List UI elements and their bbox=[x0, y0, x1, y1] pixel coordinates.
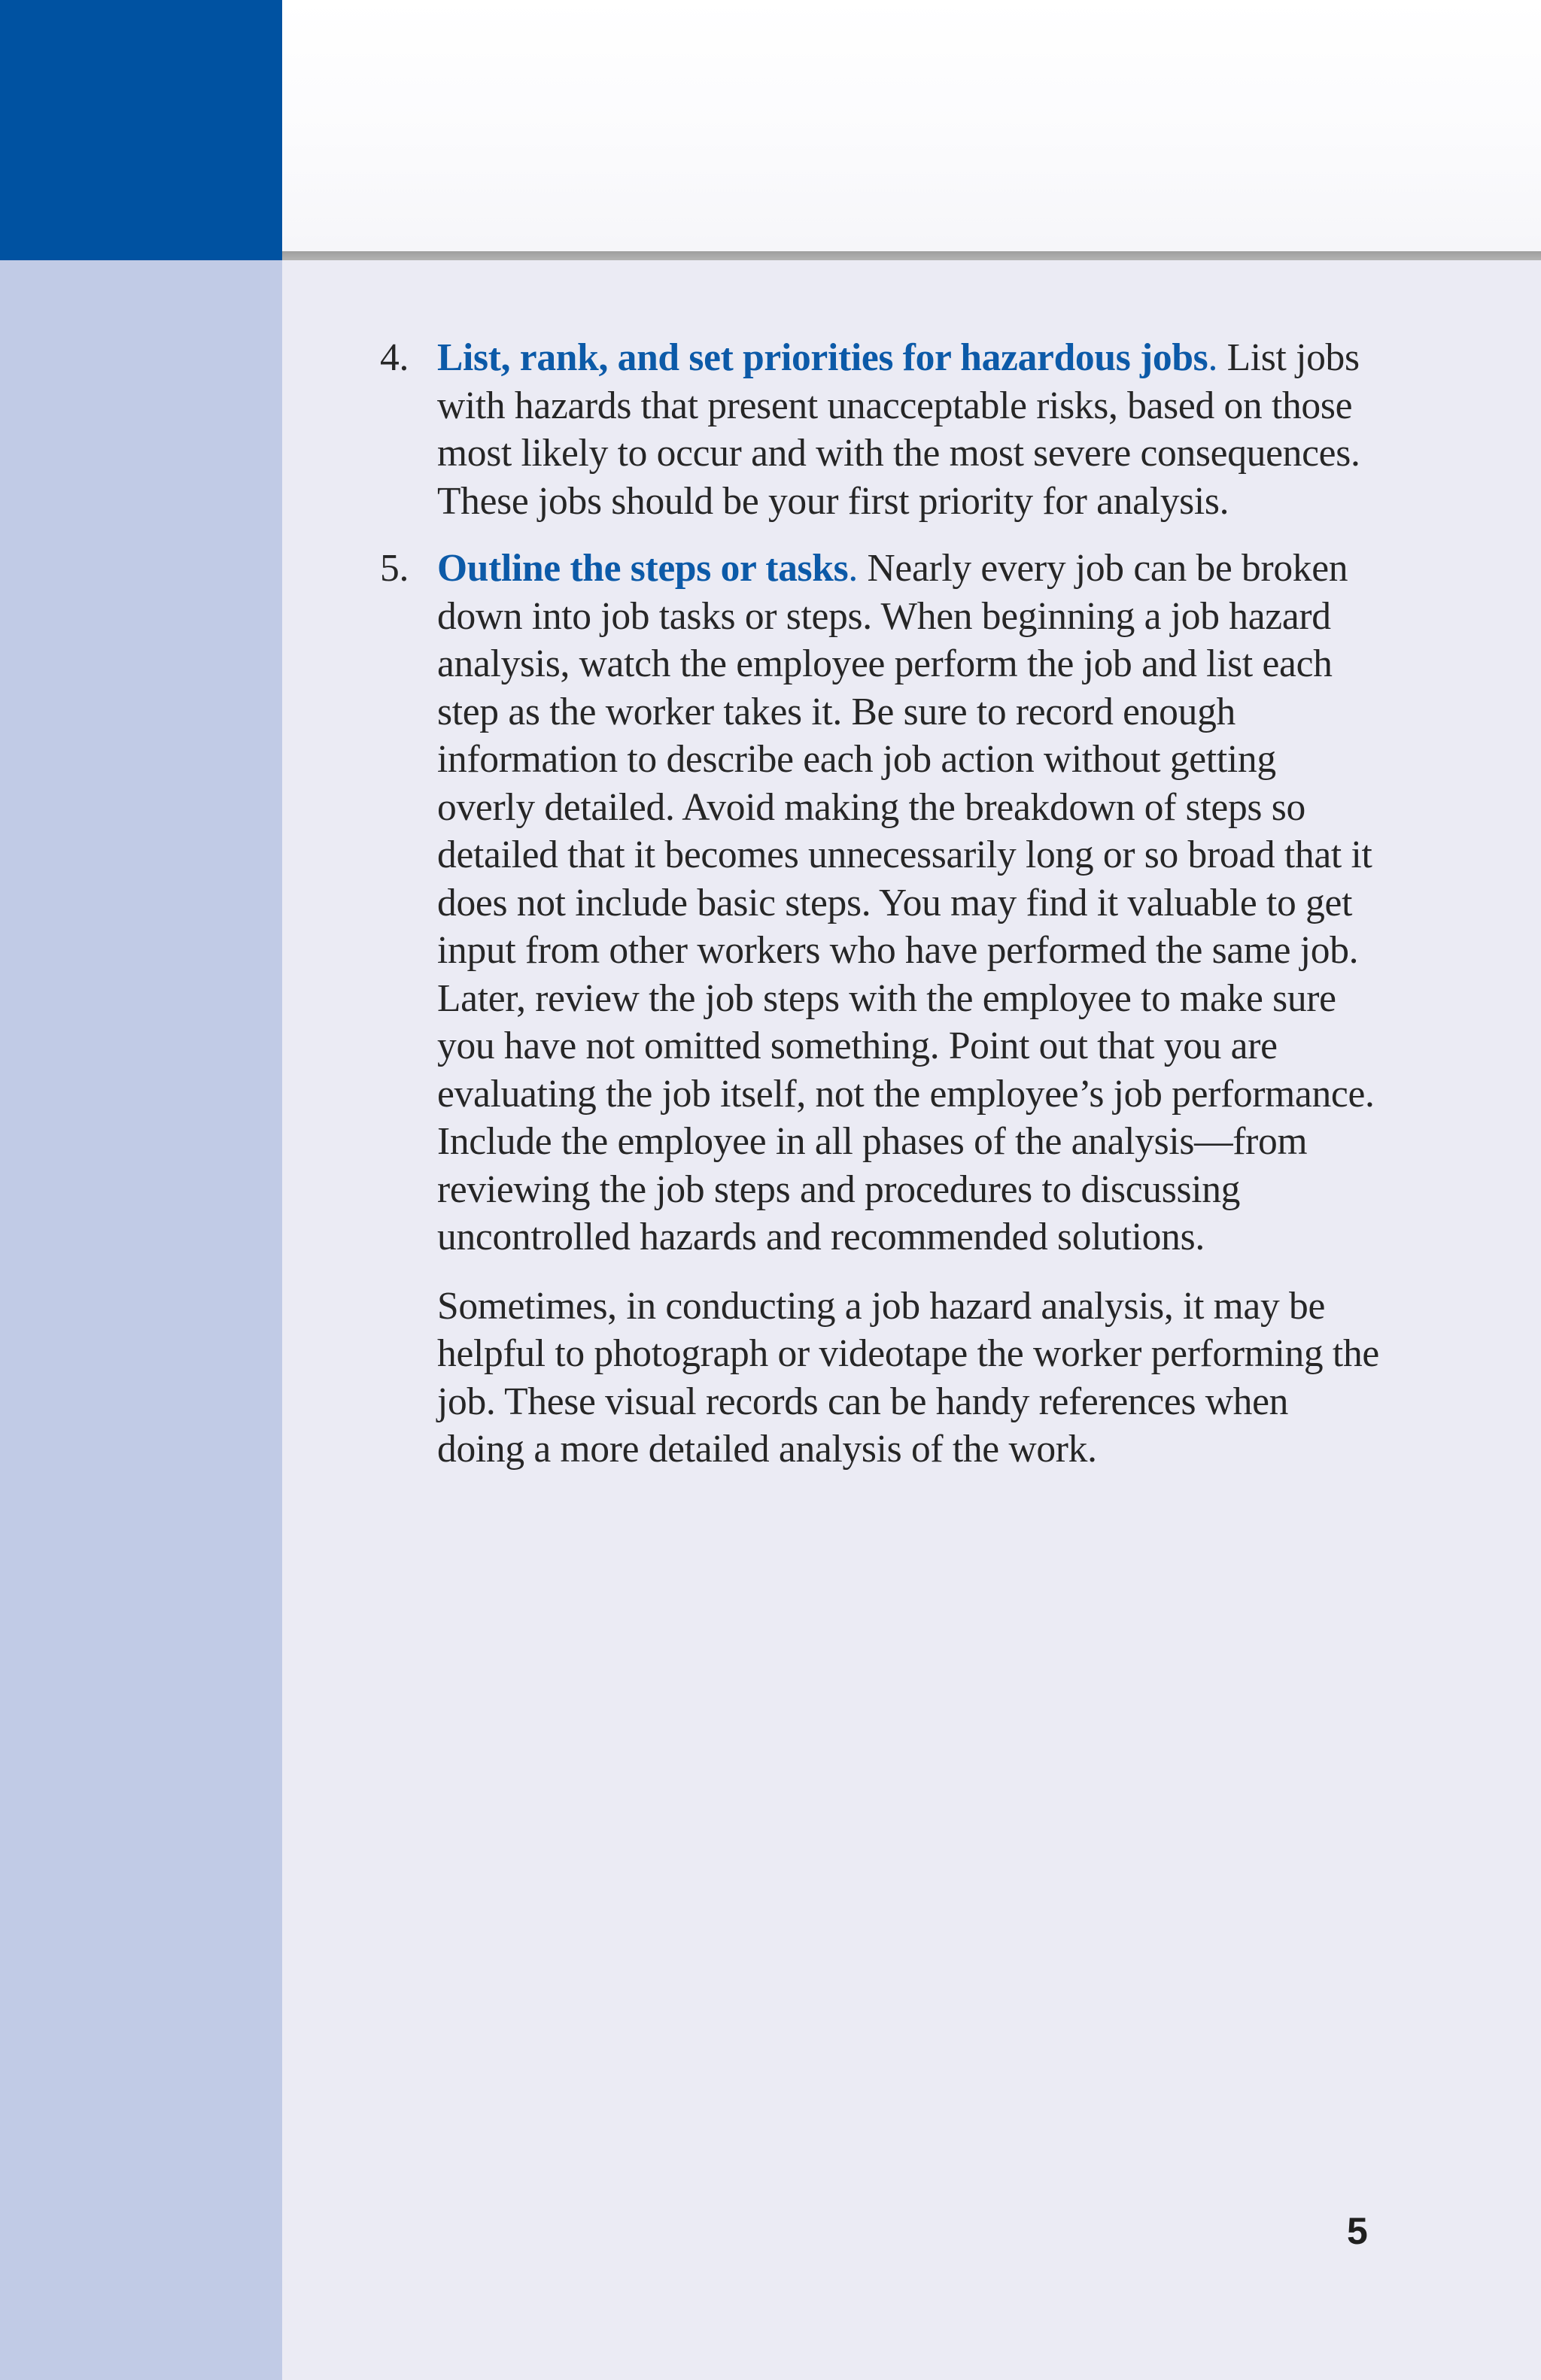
main-content bbox=[380, 334, 1381, 1474]
list-item-5 bbox=[380, 545, 1381, 1261]
list-item-heading: Outline the steps or tasks bbox=[437, 547, 849, 590]
page-number: 5 bbox=[1347, 2210, 1368, 2252]
list-item-heading-period: . bbox=[1208, 336, 1218, 379]
list-item-number: 5. bbox=[380, 547, 409, 590]
list-item-heading: List, rank, and set priorities for hazardous jobs bbox=[437, 336, 1208, 379]
list-item-heading-period: . bbox=[848, 547, 858, 590]
header-band bbox=[282, 0, 1541, 251]
left-sidebar-band bbox=[0, 260, 282, 2380]
list-item-body: Nearly every job can be broken down into job tasks or steps. When beginning a job hazard analysis, watch the employee perform the job and list each step as the worker takes it. Be sure to record enough information to describe each job action without getting overly detailed. Avoid making the breakdown of steps so detailed that it becomes unnecessarily long or so broad that it does not include basic steps. You may find it valuable to get input from other workers who have performed the same job. Later, review the job steps with the employee to make sure you have not omitted something. Point out that you are evaluating the job itself, not the employee’s job performance. Include the employee in all phases of the analysis—from reviewing the job steps and procedures to discussing uncontrolled hazards and recommended solutions. bbox=[437, 547, 1375, 1258]
follow-paragraph: Sometimes, in conducting a job hazard analysis, it may be helpful to photograph or videotape the worker performing the job. These visual records can be handy references when doing a more detailed analysis of the work. bbox=[437, 1284, 1379, 1471]
list-item-body: List jobs with hazards that present unacceptable risks, based on those most likely to occur and with the most severe consequences. These jobs should be your first priority for analysis. bbox=[437, 336, 1360, 523]
header-divider-rule bbox=[282, 251, 1541, 260]
list-item-4 bbox=[380, 334, 1381, 525]
corner-blue-block bbox=[0, 0, 282, 260]
list-item-number: 4. bbox=[380, 336, 409, 379]
